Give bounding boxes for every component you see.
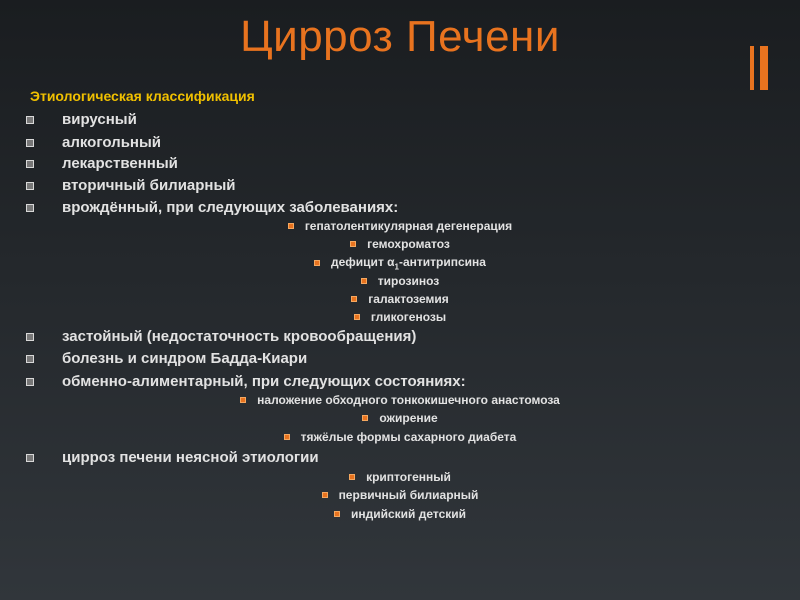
list-item-viral [26,111,137,128]
sub-item [0,488,800,502]
orange-bullet-icon [240,397,246,403]
square-bullet-icon [26,139,34,147]
list-item-label: вторичный билиарный [62,177,236,194]
orange-bullet-icon [362,415,368,421]
list-item-label: вирусный [62,111,137,128]
list-item-secondary-biliary [26,177,236,194]
square-bullet-icon [26,333,34,341]
orange-bullet-icon [350,241,356,247]
sub-item-label: индийский детский [350,507,467,521]
sub-item [0,292,800,306]
square-bullet-icon [26,116,34,124]
sub-item [0,411,800,425]
square-bullet-icon [26,378,34,386]
decorative-bar-thick [760,46,768,90]
page-title: Цирроз Печени [240,12,560,61]
list-item-label: врождённый, при следующих заболеваниях: [62,199,399,216]
square-bullet-icon [26,204,34,212]
list-item-budd-chiari [26,350,307,367]
list-item-metabolic [26,373,466,390]
list-item-congestive [26,328,416,345]
sub-item [0,470,800,484]
orange-bullet-icon [354,314,360,320]
sub-item-label: гемохроматоз [367,237,450,251]
orange-bullet-icon [288,223,294,229]
square-bullet-icon [26,454,34,462]
sub-item-label: гликогенозы [370,310,447,324]
orange-bullet-icon [349,474,355,480]
orange-bullet-icon [322,492,328,498]
sub-item-label: тирозиноз [377,274,440,288]
sub-item [0,430,800,444]
sub-item-label: тяжёлые формы сахарного диабета [300,430,517,444]
sub-item [0,237,800,251]
section-subtitle: Этиологическая классификация [30,88,255,104]
list-item-label: застойный (недостаточность кровообращения) [62,328,417,345]
list-item-alcoholic [26,134,161,151]
sub-item [0,274,800,288]
sub-item-label: галактоземия [368,292,449,306]
list-item-label: болезнь и синдром Бадда-Киари [62,350,308,367]
list-item-drug [26,155,178,172]
list-item-label: алкогольный [62,134,162,151]
orange-bullet-icon [361,278,367,284]
sub-item-label: дефицит $\alpha_1$-антитрипсина [331,255,486,272]
decorative-bar-thin [750,46,754,90]
list-item-label: лекарственный [62,155,178,172]
sub-item-label: ожирение [379,411,438,425]
orange-bullet-icon [284,434,290,440]
decorative-bars [750,46,768,90]
orange-bullet-icon [334,511,340,517]
square-bullet-icon [26,160,34,168]
square-bullet-icon [26,355,34,363]
sub-item [0,219,800,233]
sub-item-label: криптогенный [366,470,451,484]
list-item-label: цирроз печени неясной этиологии [62,449,319,466]
list-item-label: обменно-алиментарный, при следующих состояниях: [62,373,466,390]
list-item-congenital [26,199,398,216]
sub-item [0,507,800,521]
square-bullet-icon [26,182,34,190]
sub-item-label: наложение обходного тонкокишечного анастомоза [257,393,560,407]
sub-item-label: первичный билиарный [338,488,479,502]
sub-item [0,310,800,324]
sub-item-label: гепатолентикулярная дегенерация [304,219,513,233]
sub-item [0,255,800,271]
orange-bullet-icon [351,296,357,302]
orange-bullet-icon [314,260,320,266]
sub-item [0,393,800,407]
list-item-unknown [26,449,319,466]
